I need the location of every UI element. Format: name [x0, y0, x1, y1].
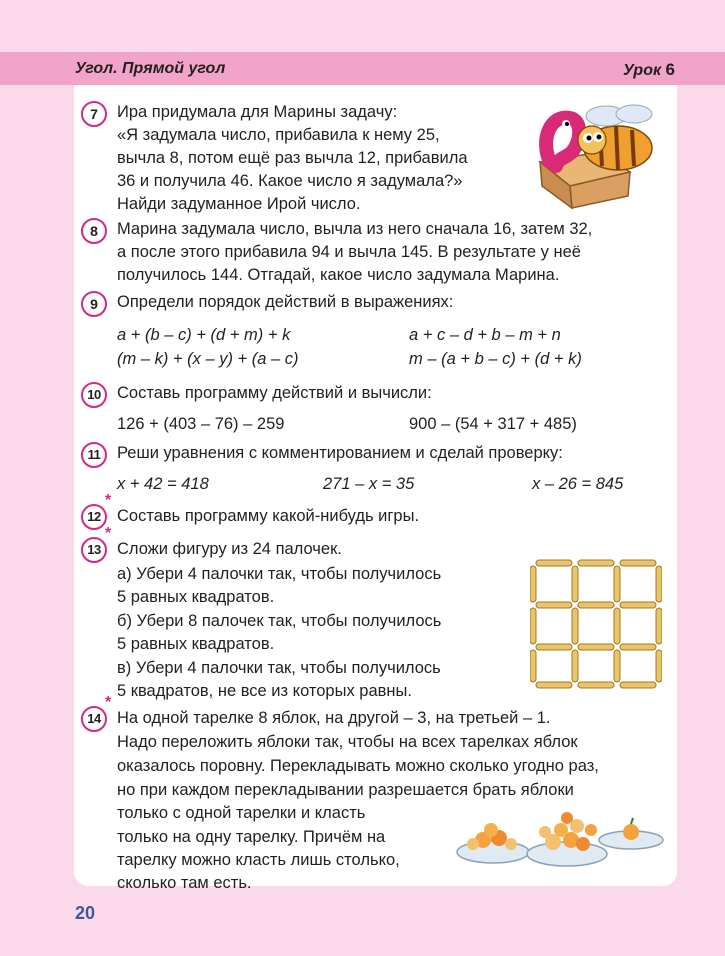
bee-with-box-icon: [520, 100, 670, 210]
task-7-line-2: «Я задумала число, прибавила к нему 25,: [117, 126, 440, 144]
task-9-expr-1: a + (b – c) + (d + m) + k: [117, 326, 291, 344]
task-11-line-1: Реши уравнения с комментированием и сделай проверку:: [117, 444, 563, 462]
task-14-line-2: Надо переложить яблоки так, чтобы на всех тарелках яблок: [117, 733, 578, 751]
task-14-line-5: только с одной тарелки и класть: [117, 804, 366, 822]
task-12-line-1: Составь программу какой-нибудь игры.: [117, 507, 420, 525]
task-13-line-6: в) Убери 4 палочки так, чтобы получилось: [117, 659, 441, 677]
task-7-line-4: 36 и получила 46. Какое число я задумала?»: [117, 172, 463, 190]
lesson-word: Урок: [622, 62, 662, 79]
task-number-10: 10: [81, 382, 107, 408]
lesson-label: [623, 60, 675, 80]
task-9-line-1: Определи порядок действий в выражениях:: [117, 293, 454, 311]
task-number-9: 9: [81, 291, 107, 317]
task-14-star: *: [105, 694, 112, 711]
apple-plates-icon: [455, 800, 667, 870]
lesson-number: 6: [665, 60, 675, 79]
task-14-line-6: только на одну тарелку. Причём на: [117, 828, 386, 846]
task-10-line-1: Составь программу действий и вычисли:: [117, 384, 432, 402]
task-13-line-2: а) Убери 4 палочки так, чтобы получилось: [117, 565, 442, 583]
task-14-line-8: сколько там есть.: [117, 874, 252, 892]
task-number-13: 13: [81, 537, 107, 563]
task-7-line-1: Ира придумала для Марины задачу:: [117, 103, 398, 121]
task-8-line-1: Марина задумала число, вычла из него сначала 16, затем 32,: [117, 220, 593, 238]
task-number-12: 12: [81, 504, 107, 530]
matchstick-grid-icon: [530, 558, 662, 690]
task-number-8: 8: [81, 218, 107, 244]
task-13-line-5: 5 равных квадратов.: [117, 635, 275, 653]
task-14-line-4: но при каждом перекладывании разрешается брать яблоки: [117, 781, 574, 799]
task-14-line-7: тарелку можно класть лишь столько,: [117, 851, 400, 869]
task-9-expr-2: a + c – d + b – m + n: [409, 326, 561, 344]
task-13-line-7: 5 квадратов, не все из которых равны.: [117, 682, 412, 700]
task-number-7: 7: [81, 101, 107, 127]
task-12-star: *: [105, 492, 112, 509]
task-10-expr-2: 900 – (54 + 317 + 485): [409, 415, 577, 433]
task-11-expr-3: x – 26 = 845: [532, 475, 624, 493]
task-13-star: *: [105, 525, 112, 542]
task-14-line-1: На одной тарелке 8 яблок, на другой – 3, на третьей – 1.: [117, 709, 551, 727]
task-13-line-4: б) Убери 8 палочек так, чтобы получилось: [117, 612, 442, 630]
task-11-expr-1: x + 42 = 418: [117, 475, 209, 493]
task-11-expr-2: 271 – x = 35: [323, 475, 415, 493]
task-10-expr-1: 126 + (403 – 76) – 259: [117, 415, 285, 433]
task-number-11: 11: [81, 442, 107, 468]
task-7-line-5: Найди задуманное Ирой число.: [117, 195, 361, 213]
page-number: 20: [75, 903, 96, 923]
task-8-line-2: а после этого прибавила 94 и вычла 145. В результате у неё: [117, 243, 581, 261]
task-8-line-3: получилось 144. Отгадай, какое число задумала Марина.: [117, 266, 560, 284]
task-number-14: 14: [81, 706, 107, 732]
task-9-expr-3: (m – k) + (x – y) + (a – c): [117, 350, 299, 368]
task-7-line-3: вычла 8, потом ещё раз вычла 12, прибавила: [117, 149, 468, 167]
page-title: Угол. Прямой угол: [75, 60, 226, 77]
task-9-expr-4: m – (a + b – c) + (d + k): [409, 350, 582, 368]
task-13-line-1: Сложи фигуру из 24 палочек.: [117, 540, 342, 558]
task-13-line-3: 5 равных квадратов.: [117, 588, 275, 606]
task-14-line-3: оказалось поровну. Перекладывать можно сколько угодно раз,: [117, 757, 599, 775]
